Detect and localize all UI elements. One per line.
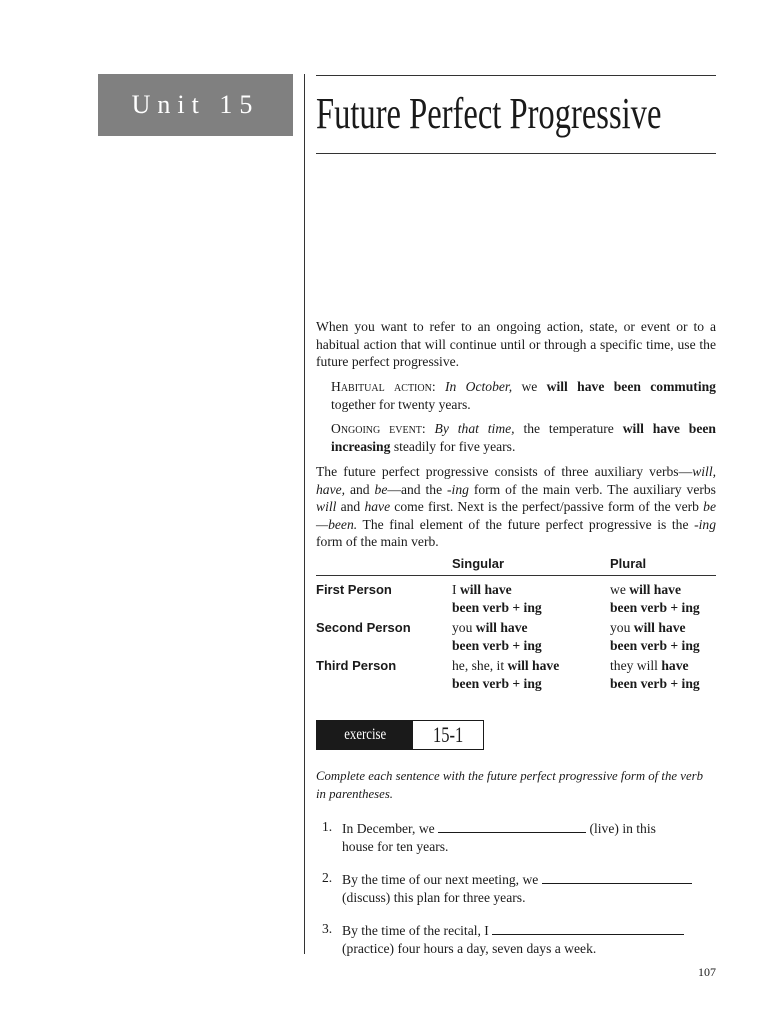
exercise-header — [316, 720, 484, 750]
title-top-rule — [316, 75, 716, 76]
page-number: 107 — [698, 965, 716, 979]
cell-first-singular: I will have been verb + ing — [452, 582, 542, 615]
example-rest: steadily for five years. — [390, 438, 516, 454]
title-bottom-rule — [316, 153, 716, 154]
example-label: Ongoing event: — [331, 421, 426, 436]
exercise-number: 15-1 — [432, 722, 464, 747]
column-header-singular: Singular — [452, 556, 505, 571]
row-label-first-person: First Person — [316, 582, 392, 597]
row-label-second-person: Second Person — [316, 620, 411, 635]
example-label: Habitual action: — [331, 379, 436, 394]
vertical-rule — [304, 74, 305, 954]
item-number: 1. — [322, 819, 333, 834]
example-subject: we — [512, 379, 547, 394]
exercise-label: exercise — [317, 721, 413, 749]
intro-paragraph: When you want to refer to an ongoing action, state, or event or to a habitual action that will continue until or through a specific time, use the future perfect progressive. — [316, 319, 716, 370]
cell-second-plural: you will have been verb + ing — [610, 620, 700, 653]
answer-blank[interactable] — [438, 818, 586, 833]
cell-first-plural: we will have been verb + ing — [610, 582, 700, 615]
example-time-phrase: In October, — [444, 379, 513, 394]
answer-blank[interactable] — [542, 869, 692, 884]
example-verb: will have been increasing — [331, 421, 716, 454]
explanation-paragraph: The future perfect progressive consists of three auxiliary verbs—will, have, and be—and the -ing form of the main verb. The auxiliary verbs will and have come first. Next is the perfect/passive form of the verb be—been. The final element of the future perfect progressive is the -ing form of the main verb. — [316, 464, 716, 550]
example-habitual — [331, 378, 716, 413]
item-number: 2. — [322, 870, 333, 885]
unit-label: Unit 15 — [98, 74, 293, 136]
column-header-plural: Plural — [610, 556, 647, 571]
table-rule — [316, 575, 716, 576]
example-subject: the temperature — [514, 421, 623, 436]
example-verb: will have been commuting — [546, 379, 716, 394]
exercise-instructions: Complete each sentence with the future perfect progressive form of the verb in parentheses. — [316, 769, 704, 801]
example-rest: together for twenty years. — [331, 396, 471, 412]
example-ongoing — [331, 420, 716, 455]
example-time-phrase: By that time, — [434, 421, 515, 436]
cell-second-singular: you will have been verb + ing — [452, 620, 542, 653]
cell-third-singular: he, she, it will have been verb + ing — [452, 658, 560, 691]
answer-blank[interactable] — [492, 920, 684, 935]
item-number: 3. — [322, 921, 333, 936]
row-label-third-person: Third Person — [316, 658, 397, 673]
page-title: Future Perfect Progressive — [316, 89, 662, 138]
cell-third-plural: they will have been verb + ing — [610, 658, 700, 691]
